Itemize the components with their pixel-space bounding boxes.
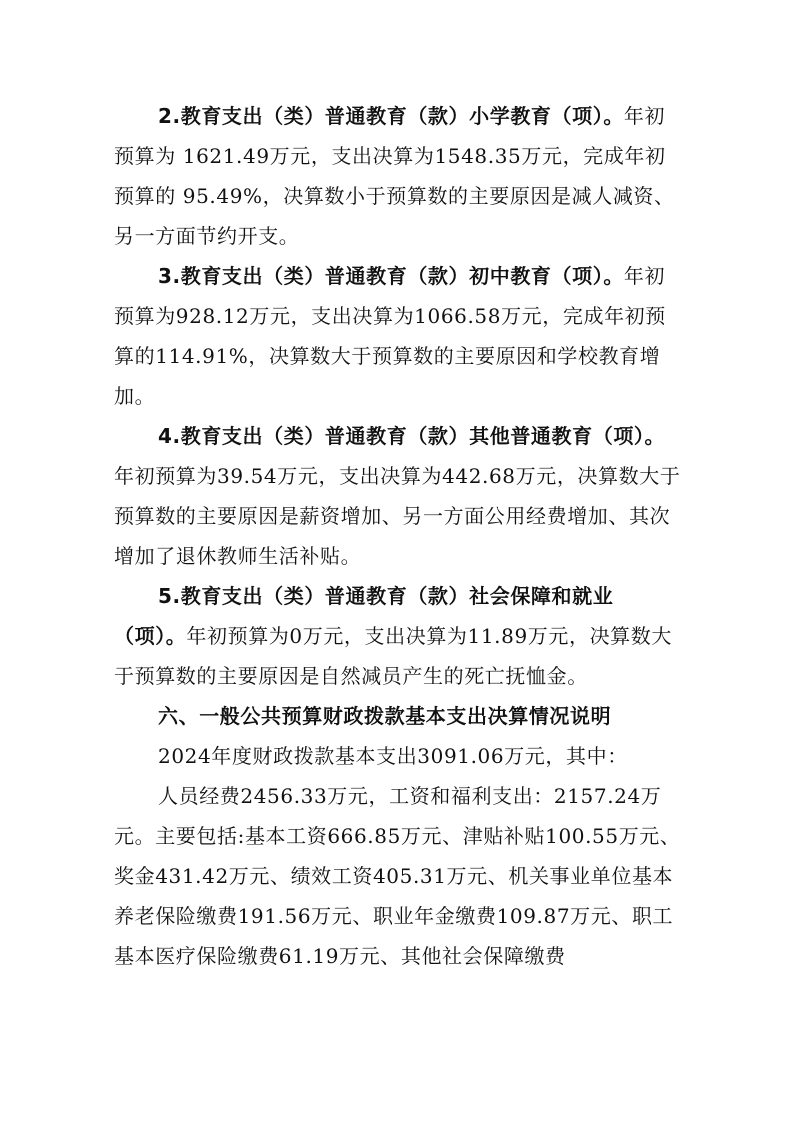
paragraph-text: 年初预算为0万元，支出决算为11.89万元，决算数大于预算数的主要原因是自然减员产生的死亡抚恤金。 <box>114 624 672 688</box>
paragraph-junior-high-education <box>114 256 684 416</box>
summary-paragraph: 2024年度财政拨款基本支出3091.06万元，其中： <box>158 744 628 768</box>
paragraph-heading: 3.教育支出（类）普通教育（款）初中教育（项）。 <box>158 264 624 288</box>
paragraph-heading: 5.教育支出（类）普通教育（款）社会保障和就业（项）。 <box>114 584 614 648</box>
paragraph-heading: 4.教育支出（类）普通教育（款）其他普通教育（项）。 <box>158 424 666 448</box>
paragraph-primary-education <box>114 96 684 256</box>
paragraph-text: 年初预算为 1621.49万元，支出决算为1548.35万元，完成年初预算的 95.49%，决算数小于预算数的主要原因是减人减资、另一方面节约开支。 <box>114 104 675 248</box>
section-title: 六、一般公共预算财政拨款基本支出决算情况说明 <box>158 704 612 728</box>
paragraph-text: 年初预算为928.12万元，支出决算为1066.58万元，完成年初预算的114.91%，决算数大于预算数的主要原因和学校教育增加。 <box>114 264 666 408</box>
paragraph-text: 年初预算为39.54万元，支出决算为442.68万元，决算数大于预算数的主要原因是薪资增加、另一方面公用经费增加、其次增加了退休教师生活补贴。 <box>114 464 681 568</box>
detail-paragraph: 人员经费2456.33万元，工资和福利支出：2157.24万元。主要包括:基本工资666.85万元、津贴补贴100.55万元、奖金431.42万元、绩效工资405.31万元、机关事业单位基本养老保险缴费191.56万元、职业年金缴费109.87万元、职工基本医疗保险缴费61.19万元、其他社会保障缴费 <box>114 784 681 968</box>
paragraph-social-security <box>114 576 684 696</box>
document-body <box>114 96 684 976</box>
paragraph-other-general-education <box>114 416 684 576</box>
paragraph-heading: 2.教育支出（类）普通教育（款）小学教育（项）。 <box>158 104 624 128</box>
